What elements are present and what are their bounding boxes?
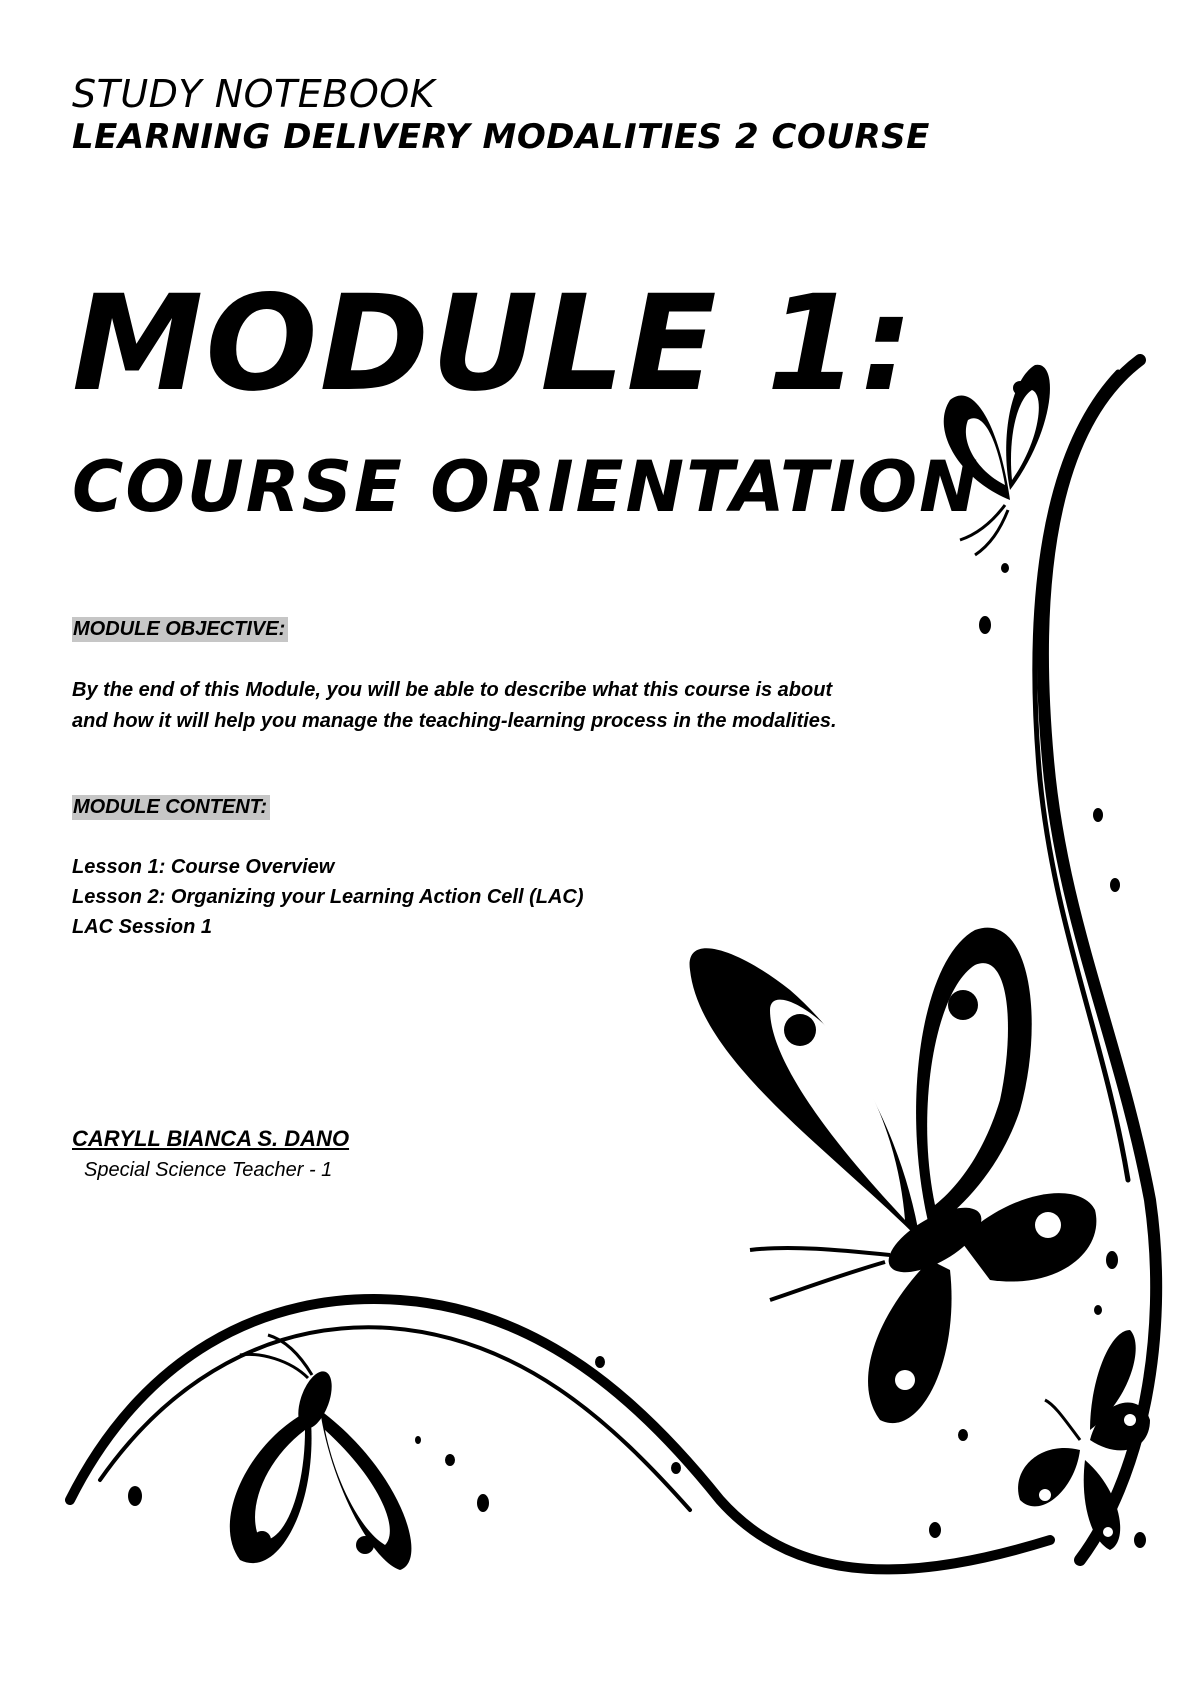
- author-name: CARYLL BIANCA S. DANO: [72, 1126, 350, 1151]
- objective-line: By the end of this Module, you will be able to describe what this course is about: [72, 679, 833, 701]
- module-objective-label: MODULE OBJECTIVE:: [72, 617, 288, 642]
- lesson-item: Lesson 2: Organizing your Learning Action Cell (LAC): [72, 886, 584, 908]
- author-role: Special Science Teacher - 1: [84, 1159, 333, 1181]
- butterfly-large-lower-left-wing: [868, 1260, 952, 1423]
- module-objective-text: [72, 675, 932, 737]
- module-title-heading: COURSE ORIENTATION: [72, 446, 980, 528]
- lesson-item: Lesson 1: Course Overview: [72, 856, 335, 878]
- study-notebook-label: STUDY NOTEBOOK: [72, 72, 436, 116]
- module-number-heading: MODULE 1:: [72, 267, 916, 421]
- module-content-label: MODULE CONTENT:: [72, 795, 270, 820]
- lesson-list: [72, 852, 584, 942]
- butterfly-large-lower-right-wing: [960, 1193, 1096, 1281]
- objective-line: and how it will help you manage the teaching-learning process in the modalities.: [72, 710, 837, 732]
- butterfly-large: [690, 928, 1097, 1423]
- butterfly-bottom-right: [1018, 1330, 1150, 1550]
- course-title: LEARNING DELIVERY MODALITIES 2 COURSE: [72, 117, 930, 157]
- butterfly-bottom-left: [230, 1335, 412, 1570]
- lesson-item: LAC Session 1: [72, 916, 213, 938]
